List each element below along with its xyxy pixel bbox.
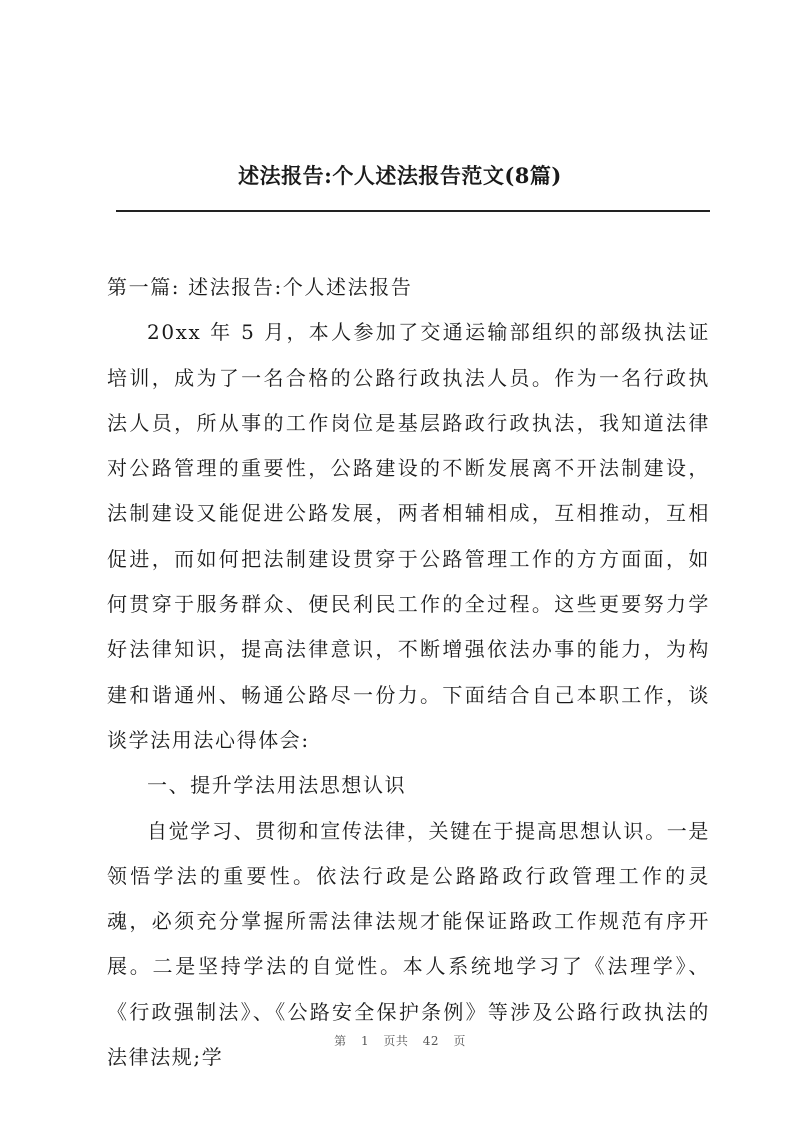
page-label-middle: 页共 [383, 1034, 409, 1048]
body-paragraph: 20xx 年 5 月，本人参加了交通运输部组织的部级执法证培训，成为了一名合格的公路行政执法人员。作为一名行政执法人员，所从事的工作岗位是基层路政行政执法，我知道法律对公路管理的重要性，公路建设的不断发展离不开法制建设，法制建设又能促进公路发展，两者相辅相成，互相推动，互相促进，而如何把法制建设贯穿于公路管理工作的方方面面，如何贯穿于服务群众、便民利民工作的全过程。这些更要努力学好法律知识，提高法律意识，不断增强依法办事的能力，为构建和谐通州、畅通公路尽一份力。下面结合自己本职工作，谈谈学法用法心得体会: [107, 320, 710, 752]
title-divider [116, 210, 710, 212]
document-title: 述法报告:个人述法报告范文(8篇) [238, 163, 562, 188]
body-paragraph: 自觉学习、贯彻和宣传法律，关键在于提高思想认识。一是领悟学法的重要性。依法行政是公路路政行政管理工作的灵魂，必须充分掌握所需法律法规才能保证路政工作规范有序开展。二是坚持学法的自觉性。本人系统地学习了《法理学》、《行政强制法》、《公路安全保护条例》等涉及公路行政执法的法律法规;学 [107, 818, 710, 1070]
subsection-heading: 一、提升学法用法思想认识 [147, 773, 407, 798]
page-label-suffix: 页 [453, 1034, 466, 1048]
current-page-number: 1 [360, 1034, 370, 1048]
page-footer [0, 1032, 800, 1049]
page-label-prefix: 第 [334, 1034, 347, 1048]
total-page-count: 42 [422, 1034, 440, 1048]
section-heading: 第一篇: 述法报告:个人述法报告 [107, 275, 413, 299]
document-body [107, 265, 710, 1080]
